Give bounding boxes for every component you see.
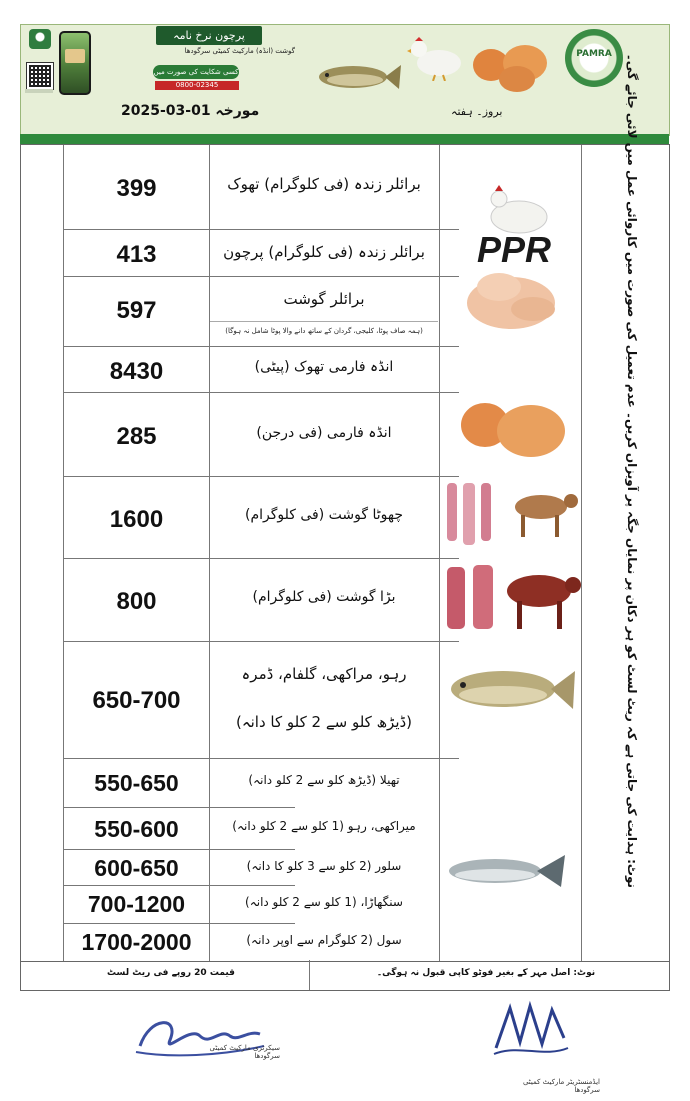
side-note-column: [589, 53, 669, 961]
item-rohu-group: رہو، مراکھی، گلفام، ڈمرہ: [241, 665, 407, 683]
row-divider: [63, 758, 459, 759]
committee-subtitle: گوشت (انڈہ) مارکیٹ کمیٹی سرگودھا: [184, 47, 295, 55]
item-eggs-dozen: انڈہ فارمی (فی درجن): [256, 425, 392, 441]
silver-fish-image: [445, 851, 567, 891]
qr-code-icon: [27, 63, 53, 89]
price-broiler-meat: 597: [116, 297, 157, 324]
row-divider: [63, 558, 459, 559]
ppr-mark: PPR: [476, 229, 552, 270]
row-divider: [63, 476, 459, 477]
pamra-logo-text: PAMRA: [576, 49, 612, 59]
row-divider: [63, 641, 459, 642]
price-singhara: 700-1200: [87, 891, 186, 917]
price-thaila: 550-650: [94, 770, 179, 796]
row-divider: [63, 923, 295, 924]
header-divider-bar: [20, 134, 669, 144]
eggs-image: [451, 391, 571, 461]
row-divider: [63, 276, 459, 277]
item-mirakhi-rohu: میراکھی، رہو (1 کلو سے 2 کلو دانہ): [232, 819, 416, 833]
item-broiler-meat: برائلر گوشت: [283, 290, 365, 308]
item-beef: بڑا گوشت (فی کلوگرام): [252, 589, 396, 605]
price-mirakhi-rohu: 550-600: [94, 816, 179, 842]
administrator-caption: ایڈمنسٹریٹر مارکیٹ کمیٹی سرگودھا: [522, 1078, 600, 1094]
header-banner: [20, 24, 670, 136]
row-divider: [63, 346, 459, 347]
item-rohu-group-size: (ڈیڑھ کلو سے 2 کلو کا دانہ): [235, 713, 413, 731]
item-broiler-live-wholesale: برائلر زندہ (فی کلوگرام) تھوک: [227, 175, 421, 193]
mutton-goat-image: [443, 481, 581, 551]
date-label: مورخہ 01-03-2025: [121, 103, 260, 119]
item-broiler-meat-note: (ہمہ صاف پوٹا، کلیجی، گردان کے ساتھ دانے والا پوٹا شامل نہ ہوگا): [225, 327, 423, 335]
price-beef: 800: [116, 588, 157, 615]
helpline-number: 0800-02345: [155, 81, 239, 90]
footer-divider: [309, 960, 310, 990]
mobile-app-icon: [59, 31, 91, 95]
side-note: نوٹ: ہدایت کی جاتی ہے کہ ریٹ لسٹ کو ہر دکان پر نمایاں جگہ پر آویزاں کریں۔ عدم تعمیل کی صورت میں کاروائی عمل میں لائی جائے گی۔: [625, 53, 639, 888]
footer-row: [20, 960, 670, 991]
hen-illustration: [405, 35, 467, 81]
column-divider: [439, 145, 440, 961]
beef-cow-image: [443, 563, 581, 637]
price-rohu-group: 650-700: [92, 687, 181, 714]
seal-note: نوٹ: اصل مہر کے بغیر فوٹو کاپی قبول نہ ہوگی۔: [376, 968, 596, 978]
administrator-signature: [490, 998, 570, 1062]
item-thaila: تھیلا (ڈیڑھ کلو سے 2 کلو دانہ): [248, 773, 400, 787]
row-divider: [63, 229, 459, 230]
eggs-illustration: [469, 43, 555, 93]
item-mutton: چھوٹا گوشت (فی کلوگرام): [245, 507, 403, 523]
price-broiler-live-retail: 413: [116, 241, 157, 268]
price-sole: 1700-2000: [81, 929, 192, 955]
helpline-label: کسی شکایت کی صورت میں: [153, 65, 239, 79]
day-label: بروز۔ ہفتہ: [451, 105, 503, 118]
column-divider: [209, 145, 210, 961]
row-divider: [63, 849, 295, 850]
government-emblem-icon: [29, 29, 51, 49]
price-eggs-dozen: 285: [116, 423, 157, 450]
item-singhara: سنگھاڑا، (1 کلو سے 2 کلو دانہ): [245, 895, 403, 909]
pamra-logo: [565, 29, 623, 87]
item-eggs-wholesale: انڈہ فارمی تھوک (پیٹی): [254, 359, 394, 375]
price-broiler-live-wholesale: 399: [116, 175, 157, 202]
secretary-caption: سیکرٹری مارکیٹ کمیٹی سرگودھا: [209, 1044, 280, 1060]
price-list-fee: قیمت 20 روپے فی ریٹ لسٹ: [107, 968, 235, 978]
row-divider: [63, 885, 295, 886]
sub-row-divider: [210, 321, 438, 322]
item-broiler-live-retail: برائلر زندہ (فی کلوگرام) پرچون: [223, 243, 425, 261]
column-divider: [581, 145, 582, 961]
fish-illustration: [311, 59, 403, 93]
price-eggs-wholesale: 8430: [109, 358, 164, 385]
qr-caption: [25, 89, 53, 93]
retail-price-list-title: پرچون نرخ نامہ: [156, 26, 262, 45]
price-mutton: 1600: [109, 506, 164, 533]
item-silver: سلور (2 کلو سے 3 کلو کا دانہ): [246, 859, 402, 873]
price-silver: 600-650: [94, 855, 179, 881]
row-divider: [63, 392, 459, 393]
rohu-fish-image: [445, 657, 577, 717]
row-divider: [63, 807, 295, 808]
item-sole: سول (2 کلوگرام سے اوپر دانہ): [246, 933, 402, 947]
